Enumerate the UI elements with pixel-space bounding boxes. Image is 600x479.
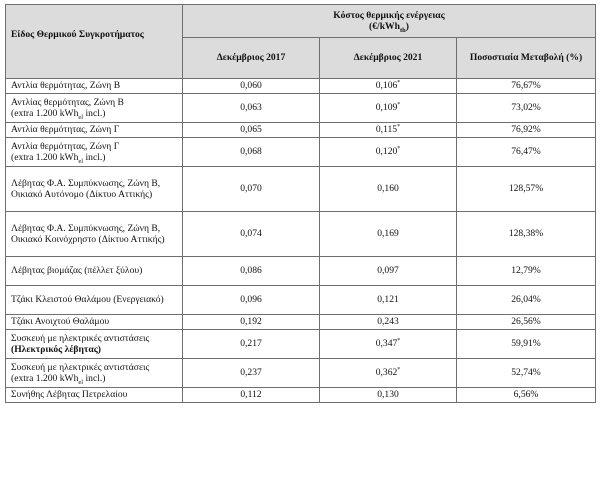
footnote-mark: * [397, 338, 401, 345]
footnote-mark: * [397, 124, 401, 131]
cell-dec-2021: 0,121 [320, 286, 457, 315]
table-row [6, 123, 596, 138]
header-heat-cost-unit: (€/kWh$_{th}$) [369, 21, 409, 34]
table-row [6, 286, 596, 315]
cell-system-name: Αντλία θερμότητας, Ζώνη Γ (extra 1.200 kWh$_{el}$ incl.) [6, 138, 183, 167]
cell-dec-2017: 0,063 [183, 94, 320, 123]
cell-dec-2017: 0,065 [183, 123, 320, 138]
table-row [6, 315, 596, 330]
table-row [6, 330, 596, 359]
cell-percent-change: 128,38% [457, 212, 596, 257]
cell-dec-2017: 0,192 [183, 315, 320, 330]
cell-system-note: (extra 1.200 kWh$_{el}$ incl.) [11, 373, 106, 386]
cell-dec-2017: 0,074 [183, 212, 320, 257]
cell-percent-change: 76,47% [457, 138, 596, 167]
cell-system-name: Τζάκι Κλειστού Θαλάμου (Ενεργειακό) [6, 286, 183, 315]
cell-percent-change: 6,56% [457, 388, 596, 403]
cell-percent-change: 52,74% [457, 359, 596, 388]
cell-percent-change: 76,67% [457, 79, 596, 94]
header-system-type [6, 5, 183, 79]
header-heat-cost-group [183, 5, 596, 38]
cell-dec-2021: 0,169 [320, 212, 457, 257]
table-row [6, 94, 596, 123]
cell-dec-2021: 0,130 [320, 388, 457, 403]
table-row [6, 79, 596, 94]
cell-system-name: Λέβητας Φ.Α. Συμπύκνωσης, Ζώνη Β, Οικιακό Κοινόχρηστο (Δίκτυο Αττικής) [6, 212, 183, 257]
cell-dec-2017: 0,112 [183, 388, 320, 403]
table-row [6, 167, 596, 212]
cell-dec-2021: 0,097 [320, 257, 457, 286]
cell-dec-2021: 0,347* [320, 330, 457, 359]
cell-dec-2021: 0,106* [320, 79, 457, 94]
table-row [6, 359, 596, 388]
cell-system-name: Αντλία θερμότητας, Ζώνη Β [6, 79, 183, 94]
cell-percent-change: 73,02% [457, 94, 596, 123]
cell-dec-2017: 0,086 [183, 257, 320, 286]
cell-dec-2017: 0,217 [183, 330, 320, 359]
cell-system-name: Αντλίας θερμότητας, Ζώνη Β (extra 1.200 kWh$_{el}$ incl.) [6, 94, 183, 123]
header-percent-change: Ποσοστιαία Μεταβολή (%) [457, 38, 596, 79]
heat-cost-table [5, 4, 596, 403]
cell-percent-change: 128,57% [457, 167, 596, 212]
header-system-type-label: Είδος Θερμικού Συγκροτήματος [11, 29, 144, 40]
cell-system-name: Συσκευή με ηλεκτρικές αντιστάσεις (extra 1.200 kWh$_{el}$ incl.) [6, 359, 183, 388]
cell-percent-change: 76,92% [457, 123, 596, 138]
cell-system-note-bold: (Ηλεκτρικός λέβητας) [11, 344, 101, 355]
cell-dec-2021: 0,243 [320, 315, 457, 330]
footnote-mark: * [397, 146, 401, 153]
table-body [6, 79, 596, 403]
cell-dec-2021: 0,120* [320, 138, 457, 167]
cell-system-name: Λέβητας Φ.Α. Συμπύκνωσης, Ζώνη Β, Οικιακό Αυτόνομο (Δίκτυο Αττικής) [6, 167, 183, 212]
cell-percent-change: 12,79% [457, 257, 596, 286]
cell-system-name: Λέβητας βιομάζας (πέλλετ ξύλου) [6, 257, 183, 286]
table-row [6, 257, 596, 286]
header-dec-2021: Δεκέμβριος 2021 [320, 38, 457, 79]
cell-system-note: (extra 1.200 kWh$_{el}$ incl.) [11, 152, 106, 165]
cell-system-note: (extra 1.200 kWh$_{el}$ incl.) [11, 108, 106, 121]
header-heat-cost-title: Κόστος θερμικής ενέργειας [333, 9, 445, 21]
cell-system-name: Αντλία θερμότητας, Ζώνη Γ [6, 123, 183, 138]
cell-percent-change: 26,56% [457, 315, 596, 330]
cell-dec-2017: 0,237 [183, 359, 320, 388]
table-row [6, 388, 596, 403]
footnote-mark: * [397, 102, 401, 109]
cell-dec-2021: 0,362* [320, 359, 457, 388]
cell-dec-2017: 0,060 [183, 79, 320, 94]
footnote-mark: * [397, 367, 401, 374]
cell-percent-change: 59,91% [457, 330, 596, 359]
cell-dec-2021: 0,109* [320, 94, 457, 123]
header-dec-2017: Δεκέμβριος 2017 [183, 38, 320, 79]
footnote-mark: * [397, 80, 401, 87]
cell-dec-2021: 0,160 [320, 167, 457, 212]
cell-system-name: Συνήθης Λέβητας Πετρελαίου [6, 388, 183, 403]
cell-dec-2017: 0,068 [183, 138, 320, 167]
cell-dec-2017: 0,096 [183, 286, 320, 315]
cell-percent-change: 26,04% [457, 286, 596, 315]
cell-system-name: Συσκευή με ηλεκτρικές αντιστάσεις (Ηλεκτρικός λέβητας) [6, 330, 183, 359]
table-row [6, 212, 596, 257]
cell-dec-2017: 0,070 [183, 167, 320, 212]
table-row [6, 138, 596, 167]
cell-system-name: Τζάκι Ανοιχτού Θαλάμου [6, 315, 183, 330]
cell-dec-2021: 0,115* [320, 123, 457, 138]
